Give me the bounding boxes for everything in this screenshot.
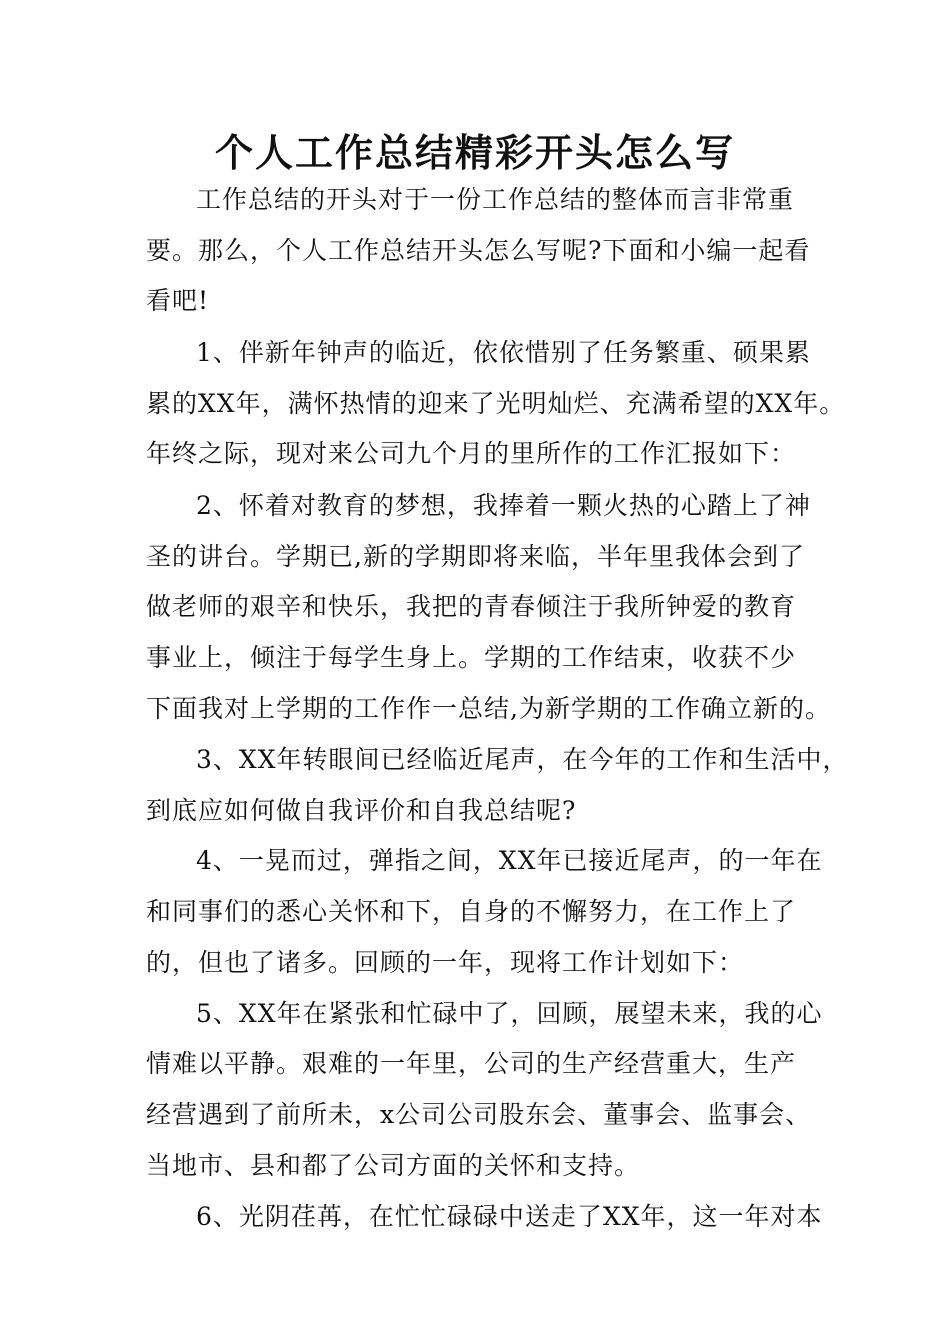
- paragraph-line: 圣的讲台。学期已,新的学期即将来临，半年里我体会到了: [146, 542, 805, 571]
- paragraph-line: 4、一晃而过，弹指之间，XX年已接近尾声，的一年在: [196, 846, 823, 875]
- document-title: 个人工作总结精彩开头怎么写: [214, 130, 735, 175]
- paragraph-line: 事业上，倾注于每学生身上。学期的工作结束，收获不少: [146, 643, 797, 672]
- paragraph-line: 累的XX年，满怀热情的迎来了光明灿烂、充满希望的XX年。: [146, 389, 846, 418]
- paragraph-line: 的，但也了诸多。回顾的一年，现将工作计划如下：: [146, 948, 745, 977]
- paragraph-line: 做老师的艰辛和快乐，我把的青春倾注于我所钟爱的教育: [146, 592, 797, 621]
- paragraph-line: 看吧!: [146, 286, 210, 315]
- paragraph-line: 和同事们的悉心关怀和下，自身的不懈努力，在工作上了: [146, 897, 797, 926]
- paragraph-line: 经营遇到了前所未，x公司公司股东会、董事会、监事会、: [146, 1100, 812, 1129]
- paragraph-line: 要。那么，个人工作总结开头怎么写呢?下面和小编一起看: [146, 236, 811, 265]
- paragraph-line: 下面我对上学期的工作作一总结,为新学期的工作确立新的。: [146, 694, 831, 723]
- paragraph-line: 5、XX年在紧张和忙碌中了，回顾，展望未来，我的心: [196, 999, 823, 1028]
- paragraph-line: 情难以平静。艰难的一年里，公司的生产经营重大，生产: [146, 1049, 797, 1078]
- paragraph-line: 3、XX年转眼间已经临近尾声，在今年的工作和生活中，: [196, 745, 849, 774]
- paragraph-line: 工作总结的开头对于一份工作总结的整体而言非常重: [196, 185, 795, 214]
- paragraph-line: 当地市、县和都了公司方面的关怀和支持。: [146, 1151, 641, 1180]
- paragraph-line: 6、光阴荏苒，在忙忙碌碌中送走了XX年，这一年对本: [196, 1202, 823, 1231]
- paragraph-line: 年终之际，现对来公司九个月的里所作的工作汇报如下：: [146, 439, 797, 468]
- paragraph-line: 到底应如何做自我评价和自我总结呢?: [146, 796, 577, 825]
- paragraph-line: 1、伴新年钟声的临近，依依惜别了任务繁重、硕果累: [196, 338, 811, 367]
- paragraph-line: 2、怀着对教育的梦想，我捧着一颗火热的心踏上了神: [196, 491, 811, 520]
